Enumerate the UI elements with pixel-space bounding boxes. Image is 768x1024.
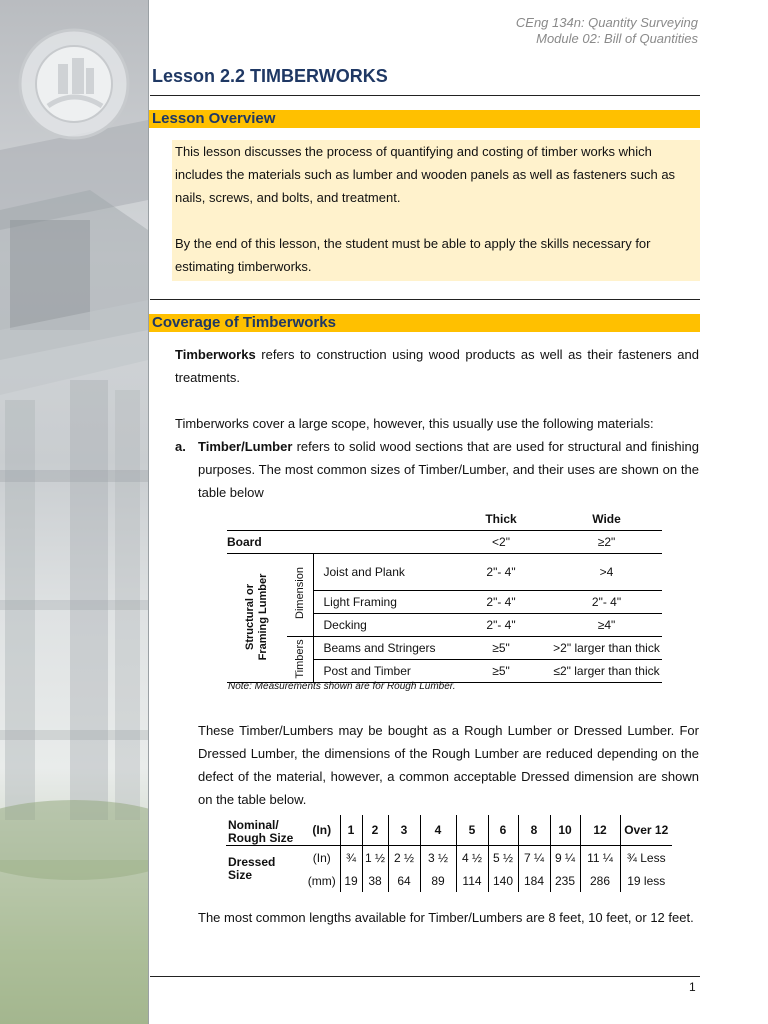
course-title: CEng 134n: Quantity Surveying [515,15,698,30]
overview-heading: Lesson Overview [149,110,700,128]
coverage-heading: Coverage of Timberworks [149,314,700,332]
term-timber-lumber: Timber/Lumber [198,439,293,454]
timbers-label-cell [287,637,313,683]
overview-paragraph-2: By the end of this lesson, the student must be able to apply the skills necessary for estimating timberworks. [175,236,651,274]
university-seal-logo [18,28,130,140]
nominal-row: Nominal/ Rough Size (In) 1 2 3 4 5 6 8 10 12 Over 12 [226,815,672,846]
section-divider [150,299,700,300]
dressed-mm-row: (mm) 19 38 64 89 114 140 184 235 286 19 less [226,869,672,892]
lesson-title: Lesson 2.2 TIMBERWORKS [152,66,388,86]
table-row: Board <2" ≥2" [227,531,662,554]
footer-divider [150,976,700,977]
timberworks-definition: refers to construction using wood products as well as their fasteners and treatments. [175,347,699,385]
term-timberworks: Timberworks [175,347,256,362]
table-row: Timbers Beams and Stringers ≥5" >2" larger than thick [227,637,662,660]
dressed-lumber-paragraph: These Timber/Lumbers may be bought as a Rough Lumber or Dressed Lumber. For Dressed Lumber, the dimensions of the Rough Lumber are reduced depending on the defect of the material, however, a common acceptable Dressed dimension are shown on the table below. [198,723,699,807]
lengths-paragraph: The most common lengths available for Timber/Lumbers are 8 feet, 10 feet, or 12 feet. [198,910,694,925]
lumber-sizes-table [227,508,662,683]
timbers-label: Timbers [294,639,306,679]
overview-box [172,140,700,281]
timber-lumber-definition: refers to solid wood sections that are used for structural and finishing purposes. The most common sizes of Timber/Lumber, and their uses are shown on the table below [198,439,699,500]
dimension-label-cell [287,554,313,637]
table-row: Structural or Framing Lumber Dimension Joist and Plank 2"- 4" >4 [227,554,662,591]
page-number: 1 [689,980,696,994]
page-header [516,15,698,47]
table-note: Note: Measurements shown are for Rough Lumber. [228,681,456,692]
dressed-in-row: Dressed Size (In) ¾ 1 ½ 2 ½ 3 ½ 4 ½ 5 ½ 7 ¼ 9 ¼ 11 ¼ ¾ Less [226,846,672,870]
coverage-intro: Timberworks cover a large scope, however, this usually use the following materials: [175,416,654,431]
sidebar-background [0,0,149,1024]
table-header-row [227,508,662,531]
title-divider [150,95,700,96]
coverage-definition [175,343,699,389]
group-label: Structural or Framing Lumber [244,573,269,661]
item-a-text [198,435,699,504]
col-thick: Thick [485,512,517,526]
overview-paragraph-1: This lesson discusses the process of quantifying and costing of timber works which includes the materials such as lumber and wooden panels as well as fasteners such as nails, screws, and bolts, and treatment. [175,144,676,205]
table-row: Light Framing 2"- 4" 2"- 4" [227,591,662,614]
table-row: Post and Timber ≥5" ≤2" larger than thick [227,660,662,683]
module-title: Module 02: Bill of Quantities [536,31,698,46]
building-photo [0,0,148,1024]
dressed-sizes-table [226,815,672,892]
col-wide: Wide [592,512,621,526]
group-label-cell [227,554,287,683]
dressed-label: Dressed Size [228,855,276,882]
nominal-label: Nominal/ Rough Size [228,818,294,845]
dimension-label: Dimension [294,567,306,619]
item-a-marker: a. [175,439,186,454]
table-row: Decking 2"- 4" ≥4" [227,614,662,637]
